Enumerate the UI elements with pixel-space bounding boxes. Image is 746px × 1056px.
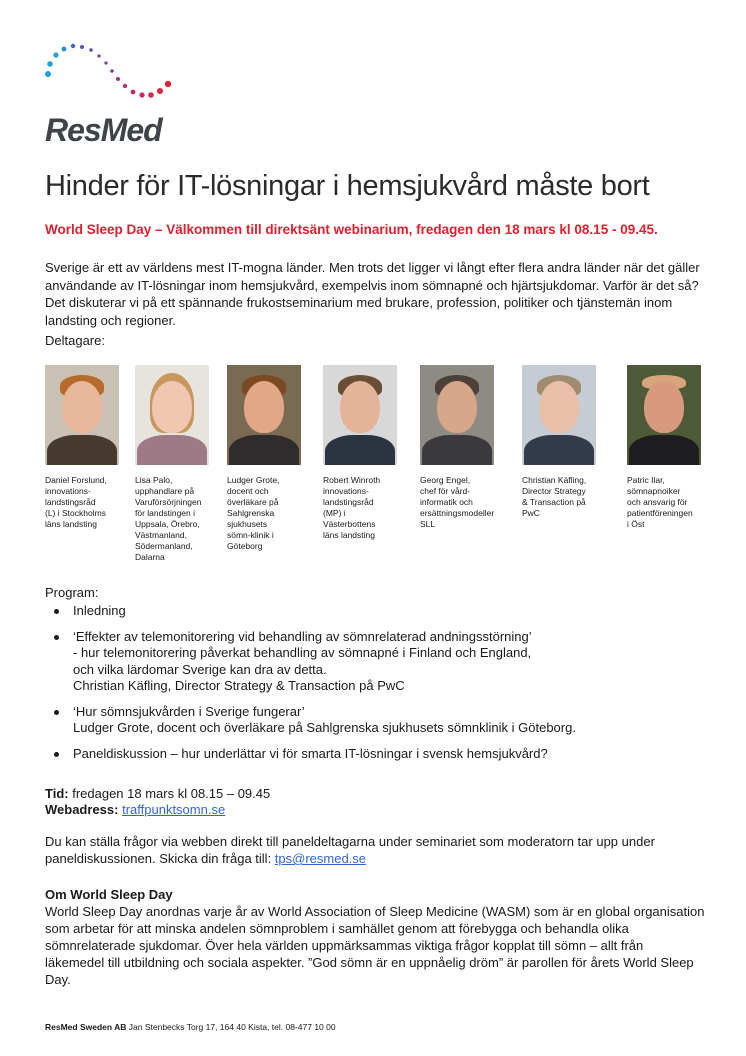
participant-photo (135, 365, 209, 465)
page-title: Hinder för IT-lösningar i hemsjukvård måste bort (45, 170, 650, 202)
logo-dots-icon (45, 42, 185, 112)
participant-photo (323, 365, 397, 465)
logo-wordmark: ResMed (45, 112, 162, 148)
event-details (45, 786, 270, 818)
participants-gallery (45, 365, 705, 575)
participant-card (522, 365, 602, 519)
participant-photo (45, 365, 119, 465)
web-row (45, 802, 270, 818)
participant-caption: Ludger Grote, docent och överläkare på Sahlgrenska sjukhusets sömn-klinik i Göteborg (227, 475, 280, 551)
participant-card (45, 365, 125, 530)
footer-company: ResMed Sweden AB (45, 1022, 127, 1032)
program-label: Program: (45, 585, 99, 600)
participant-photo (420, 365, 494, 465)
participant-caption: Daniel Forslund, innovations- landstingsråd (L) i Stockholms läns landsting (45, 475, 107, 529)
participant-card (323, 365, 403, 541)
list-item: Inledning (45, 603, 705, 620)
participant-photo (227, 365, 301, 465)
about-section (45, 886, 705, 988)
program-list (45, 603, 705, 771)
time-value: fredagen 18 mars kl 08.15 – 09.45 (68, 786, 271, 801)
participant-caption: Christian Käfling, Director Strategy & Transaction på PwC (522, 475, 587, 518)
resmed-logo (45, 42, 185, 147)
questions-paragraph: Du kan ställa frågor via webben direkt till paneldeltagarna under seminariet som moderatorn tar upp under paneldiskussionen. Skicka din fråga till: tps@resmed.se (45, 834, 655, 866)
participant-caption: Patric Ilar, sömnapnoiker och ansvarig för patientföreningen i Öst (627, 475, 693, 529)
web-label: Webadress: (45, 802, 119, 817)
participant-card (135, 365, 215, 563)
participant-photo (522, 365, 596, 465)
participant-card (227, 365, 307, 552)
web-address-link[interactable]: traffpunktsomn.se (122, 802, 226, 817)
about-title: Om World Sleep Day (45, 887, 173, 902)
participant-photo (627, 365, 701, 465)
footer (45, 1022, 336, 1032)
email-link[interactable]: tps@resmed.se (274, 851, 367, 866)
list-item: ‘Hur sömnsjukvården i Sverige fungerar’ Ludger Grote, docent och överläkare på Sahlgrenska sjukhusets sömnklinik i Göteborg. (45, 704, 705, 737)
about-text: World Sleep Day anordnas varje år av World Association of Sleep Medicine (WASM) som är en global organisation som arbetar för att minska andelen sömnproblem i samhället genom att förebygga och behandla olika sömnrelaterade sjukdomar. Över hela världen uppmärksammas viktiga frågor kopplat till sömn – allt från läkemedel till utbildning och sociala aspekter. ”God sömn är en uppnåelig dröm” är parollen för årets World Sleep Day. (45, 904, 705, 987)
time-label: Tid: (45, 786, 69, 801)
participants-label: Deltagare: (45, 333, 105, 348)
list-item: ‘Effekter av telemonitorering vid behandling av sömnrelaterad andningsstörning’ - hur telemonitorering påverkat behandling av sömnapné i Finland och England, och vilka lärdomar Sverige kan dra av detta. Christian Käfling, Director Strategy & Transaction på PwC (45, 629, 705, 695)
participant-caption: Robert Winroth innovations- landstingsråd (MP) i Västerbottens läns landsting (323, 475, 381, 540)
participant-card (627, 365, 707, 530)
participant-caption: Georg Engel, chef för vård- informatik och ersättningsmodeller SLL (420, 475, 495, 529)
intro-paragraph: Sverige är ett av världens mest IT-mogna länder. Men trots det ligger vi långt efter flera andra länder när det gäller användande av IT-lösningar inom hemsjukvård, exempelvis inom sömnapné och hjärtsjukdomar. Varför är det så? Det diskuterar vi på ett spännande frukostseminarium med brukare, profession, politiker och tjänstemän inom landsting och regioner. (45, 260, 700, 328)
list-item: Paneldiskussion – hur underlättar vi för smarta IT-lösningar i svensk hemsjukvård? (45, 746, 705, 763)
event-subheading: World Sleep Day – Välkommen till direktsänt webinarium, fredagen den 18 mars kl 08.15 - 09.45. (45, 222, 658, 237)
footer-address: Jan Stenbecks Torg 17, 164 40 Kista, tel. 08-477 10 00 (126, 1022, 336, 1032)
participant-caption: Lisa Palo, upphandlare på Varuförsörjningen för landstingen i Uppsala, Örebro, Västmanland, Södermanland, Dalarna (135, 475, 202, 562)
participant-card (420, 365, 500, 530)
time-row (45, 786, 270, 802)
